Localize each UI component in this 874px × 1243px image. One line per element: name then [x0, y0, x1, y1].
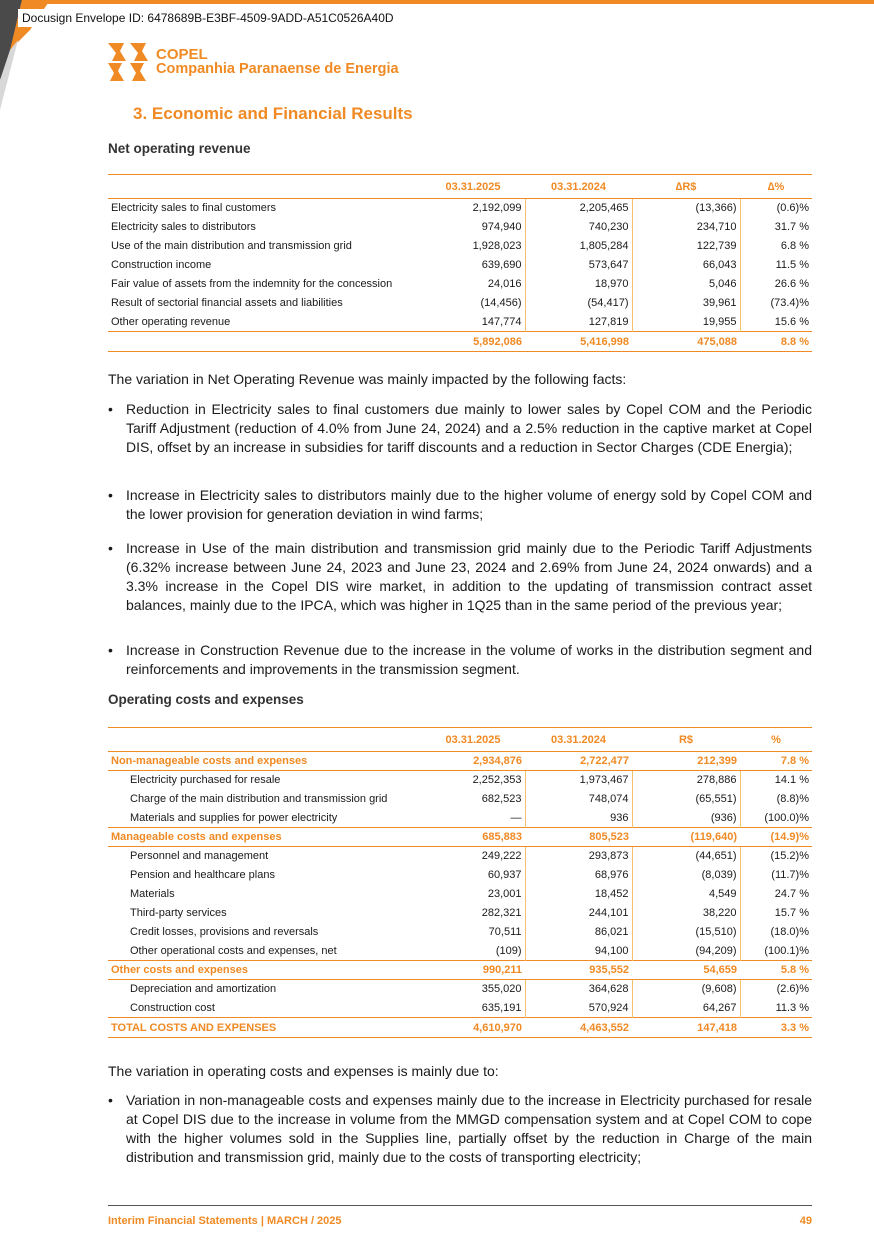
row-value: 1,805,284 — [525, 237, 632, 256]
row-value: 2,192,099 — [421, 199, 525, 218]
row-value: (44,651) — [632, 847, 740, 866]
row-value: (54,417) — [525, 294, 632, 313]
docusign-envelope-id: Docusign Envelope ID: 6478689B-E3BF-4509-9ADD-A51C0526A40D — [18, 9, 398, 27]
copel-logo-icon — [108, 43, 148, 81]
total-row — [108, 332, 812, 352]
row-value: 26.6 % — [774, 278, 809, 290]
row-value: (936) — [632, 809, 740, 828]
row-label: TOTAL COSTS AND EXPENSES — [108, 1018, 421, 1038]
row-value: 682,523 — [421, 790, 525, 809]
row-label: Pension and healthcare plans — [130, 869, 275, 881]
row-value: (94,209) — [632, 942, 740, 961]
operating-costs-table — [108, 727, 812, 1038]
column-header: ∆R$ — [632, 175, 740, 199]
header-empty — [108, 175, 421, 199]
table-row — [108, 980, 812, 999]
total-row — [108, 1018, 812, 1038]
row-value: 278,886 — [632, 771, 740, 790]
row-label: Construction cost — [130, 1001, 215, 1014]
section-title: 3. Economic and Financial Results — [133, 104, 413, 123]
row-value: 8.8 % — [740, 332, 812, 352]
table-row — [108, 790, 812, 809]
row-label: Depreciation and amortization — [130, 983, 277, 996]
table-row — [108, 847, 812, 866]
row-value: (0.6)% — [776, 202, 809, 215]
row-label: Construction income — [111, 259, 212, 271]
group-row — [108, 752, 812, 771]
row-value: (2.6)% — [776, 983, 809, 996]
row-value: 147,774 — [421, 313, 525, 332]
row-label: Third-party services — [130, 907, 227, 919]
revenue-bullet: • Increase in Electricity sales to distributors mainly due to the higher volume of energy sold by Copel COM and the lower provision for generation deviation in wind farms; — [108, 486, 812, 524]
column-header: R$ — [632, 728, 740, 752]
row-value: 122,739 — [632, 237, 740, 256]
costs-heading: Operating costs and expenses — [108, 692, 304, 707]
row-value: 4,610,970 — [421, 1018, 525, 1038]
revenue-bullet: • Reduction in Electricity sales to final customers due mainly to lower sales by Copel COM and the Periodic Tariff Adjustment (reduction of 4.0% from June 24, 2024) and a 2.5% reduction in the captive market at Copel DIS, offset by an increase in subsidies for tariff discounts and a reduction in Sector Charges (CDE Energia); — [108, 400, 812, 457]
row-value: 18,452 — [525, 885, 632, 904]
row-value: 570,924 — [525, 999, 632, 1018]
table-row — [108, 313, 812, 332]
revenue-bullet: • Increase in Construction Revenue due to the increase in the volume of works in the distribution segment and reinforcements and improvements in the transmission segment. — [108, 641, 812, 679]
column-header: % — [740, 728, 812, 752]
costs-bullet: • Variation in non-manageable costs and expenses mainly due to the increase in Electricity purchased for resale at Copel DIS due to the increase in volume from the MMGD compensation system and at Copel COM to cope with the higher volumes sold in the Supplies line, partially offset by the reduction in Charge of the main distribution and transmission grid, mainly due to the costs of transporting electricity; — [108, 1091, 812, 1167]
table-row — [108, 809, 812, 828]
row-value: 355,020 — [421, 980, 525, 999]
group-row — [108, 828, 812, 847]
revenue-intro: The variation in Net Operating Revenue was mainly impacted by the following facts: — [108, 371, 627, 387]
revenue-heading: Net operating revenue — [108, 141, 251, 156]
row-value: 64,267 — [632, 999, 740, 1018]
row-value: 23,001 — [421, 885, 525, 904]
table-row — [108, 218, 812, 237]
table-row — [108, 256, 812, 275]
top-accent-bar — [0, 0, 874, 4]
row-label: Electricity purchased for resale — [130, 774, 281, 787]
row-label: Materials and supplies for power electricity — [130, 811, 338, 824]
table-row — [108, 771, 812, 790]
row-label — [108, 332, 421, 352]
row-value: 935,552 — [525, 961, 632, 980]
row-value: 1,928,023 — [421, 237, 525, 256]
row-label: Other operating revenue — [111, 315, 231, 328]
row-value: 24.7 % — [774, 888, 809, 900]
row-value: 7.8 % — [740, 752, 812, 771]
row-value: (8.8)% — [776, 793, 809, 805]
column-header: 03.31.2025 — [421, 175, 525, 199]
row-value: 249,222 — [421, 847, 525, 866]
table-row — [108, 237, 812, 256]
header-empty — [108, 728, 421, 752]
row-value: (8,039) — [632, 866, 740, 885]
table-row — [108, 942, 812, 961]
table-row — [108, 294, 812, 313]
row-label: Other costs and expenses — [108, 961, 421, 980]
row-value: (109) — [421, 942, 525, 961]
row-value: 18,970 — [525, 275, 632, 294]
row-label: Use of the main distribution and transmission grid — [111, 240, 352, 252]
row-value: 4,463,552 — [525, 1018, 632, 1038]
row-value: (13,366) — [632, 199, 740, 218]
row-value: (100.1)% — [764, 944, 809, 957]
row-value: 573,647 — [525, 256, 632, 275]
row-value: 39,961 — [632, 294, 740, 313]
row-value: 4,549 — [632, 885, 740, 904]
group-row — [108, 961, 812, 980]
row-value: 19,955 — [632, 313, 740, 332]
table-row — [108, 885, 812, 904]
net-operating-revenue-table — [108, 174, 812, 352]
row-value: — — [421, 809, 525, 828]
table-row — [108, 999, 812, 1018]
row-value: 5,892,086 — [421, 332, 525, 352]
row-value: 11.3 % — [775, 1001, 809, 1014]
row-value: 974,940 — [421, 218, 525, 237]
row-value: 639,690 — [421, 256, 525, 275]
row-value: 740,230 — [525, 218, 632, 237]
row-value: (14.9)% — [740, 828, 812, 847]
logo-line2: Companhia Paranaense de Energia — [156, 61, 399, 77]
row-value: 1,973,467 — [525, 771, 632, 790]
row-label: Other operational costs and expenses, net — [130, 944, 337, 957]
row-value: 293,873 — [525, 847, 632, 866]
row-label: Manageable costs and expenses — [108, 828, 421, 847]
row-value: 127,819 — [525, 313, 632, 332]
row-value: 990,211 — [421, 961, 525, 980]
row-value: 234,710 — [632, 218, 740, 237]
row-value: 38,220 — [632, 904, 740, 923]
row-value: (100.0)% — [764, 811, 809, 824]
row-label: Materials — [130, 888, 175, 900]
row-value: 3.3 % — [740, 1018, 812, 1038]
row-value: 2,722,477 — [525, 752, 632, 771]
row-value: 15.7 % — [774, 907, 809, 919]
row-label: Fair value of assets from the indemnity for the concession — [111, 278, 393, 290]
row-value: (73.4)% — [770, 297, 809, 309]
row-value: (9,608) — [632, 980, 740, 999]
row-label: Electricity sales to distributors — [111, 221, 256, 233]
row-value: 685,883 — [421, 828, 525, 847]
row-value: 936 — [525, 809, 632, 828]
row-value: (65,551) — [632, 790, 740, 809]
column-header: ∆% — [740, 175, 812, 199]
row-label: Personnel and management — [130, 850, 269, 863]
row-value: 11.5 % — [775, 259, 809, 271]
row-value: 68,976 — [525, 866, 632, 885]
row-value: 212,399 — [632, 752, 740, 771]
row-value: 364,628 — [525, 980, 632, 999]
column-header: 03.31.2024 — [525, 175, 632, 199]
row-value: 2,205,465 — [525, 199, 632, 218]
table-row — [108, 275, 812, 294]
table-header-row — [108, 175, 812, 199]
row-value: 5,416,998 — [525, 332, 632, 352]
row-value: 94,100 — [525, 942, 632, 961]
row-value: 54,659 — [632, 961, 740, 980]
table-header-row — [108, 728, 812, 752]
logo-line1: COPEL — [156, 46, 208, 63]
footer-divider — [108, 1205, 812, 1206]
row-label: Non-manageable costs and expenses — [108, 752, 421, 771]
row-label: Result of sectorial financial assets and liabilities — [111, 297, 343, 309]
table-row — [108, 923, 812, 942]
column-header: 03.31.2024 — [525, 728, 632, 752]
table-row — [108, 866, 812, 885]
row-value: 805,523 — [525, 828, 632, 847]
row-value: 6.8 % — [780, 240, 809, 252]
row-label: Credit losses, provisions and reversals — [130, 926, 319, 938]
row-value: 5.8 % — [740, 961, 812, 980]
table-row — [108, 904, 812, 923]
table-row — [108, 199, 812, 218]
copel-logo — [108, 43, 399, 81]
row-value: 86,021 — [525, 923, 632, 942]
row-label: Charge of the main distribution and transmission grid — [130, 793, 388, 805]
row-value: 24,016 — [421, 275, 525, 294]
row-value: (15,510) — [632, 923, 740, 942]
row-value: (11.7)% — [771, 869, 809, 881]
row-value: 748,074 — [525, 790, 632, 809]
row-value: 14.1 % — [774, 774, 809, 787]
row-value: 60,937 — [421, 866, 525, 885]
row-value: (15.2)% — [770, 850, 809, 863]
revenue-bullet: • Increase in Use of the main distribution and transmission grid mainly due to the Periodic Tariff Adjustments (6.32% increase between June 24, 2023 and June 23, 2024 and 2.69% from June 24, 2024 onwards) and a 3.3% increase in the Copel DIS wire market, in addition to the updating of transmission contract asset balances, mainly due to the IPCA, which was higher in 1Q25 than in the same period of the previous year; — [108, 539, 812, 615]
row-value: 66,043 — [632, 256, 740, 275]
row-value: (119,640) — [632, 828, 740, 847]
row-label: Electricity sales to final customers — [111, 202, 277, 215]
column-header: 03.31.2025 — [421, 728, 525, 752]
page-number: 49 — [799, 1215, 812, 1227]
row-value: 475,088 — [632, 332, 740, 352]
row-value: (14,456) — [421, 294, 525, 313]
row-value: 244,101 — [525, 904, 632, 923]
footer-title: Interim Financial Statements | MARCH / 2025 — [108, 1215, 342, 1227]
row-value: 31.7 % — [774, 221, 809, 233]
row-value: 2,934,876 — [421, 752, 525, 771]
row-value: 147,418 — [632, 1018, 740, 1038]
row-value: 282,321 — [421, 904, 525, 923]
row-value: 5,046 — [632, 275, 740, 294]
costs-intro: The variation in operating costs and expenses is mainly due to: — [108, 1063, 499, 1079]
row-value: 70,511 — [421, 923, 525, 942]
row-value: (18.0)% — [770, 926, 809, 938]
row-value: 2,252,353 — [421, 771, 525, 790]
row-value: 635,191 — [421, 999, 525, 1018]
row-value: 15.6 % — [774, 315, 809, 328]
